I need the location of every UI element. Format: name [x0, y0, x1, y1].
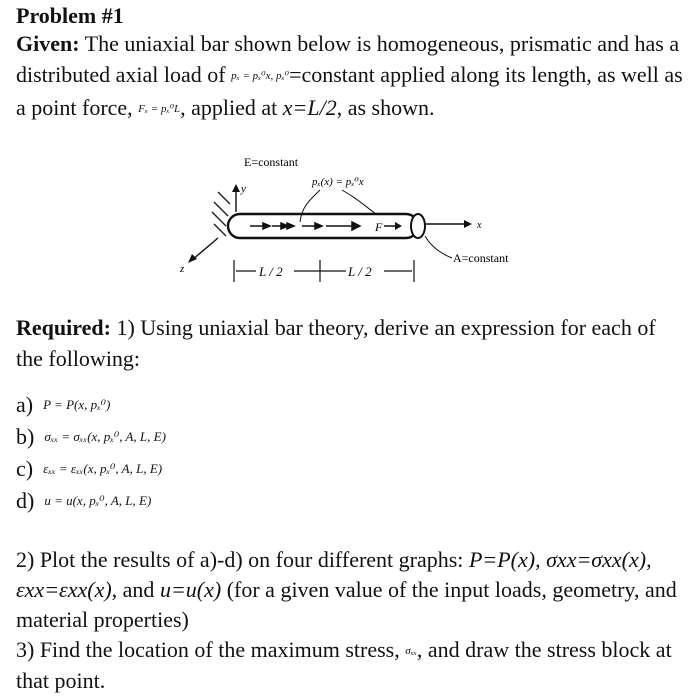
part3-sigma: σₓₓ: [405, 645, 417, 657]
part2-text-c: (for a given value of the input loads, geometry, and material properties): [16, 577, 677, 632]
given-text-3: , applied at: [180, 95, 283, 120]
expression-letter: d): [16, 488, 35, 513]
x-axis-arrowhead: [464, 220, 472, 228]
part2-formula-u: u=u(x): [159, 577, 222, 602]
a-constant-label: A=constant: [453, 251, 509, 265]
part2-text-b: and: [117, 577, 160, 602]
expression-letter: c): [16, 456, 34, 481]
dimension-left-label: L / 2: [259, 264, 283, 279]
bar-diagram: [170, 152, 540, 292]
given-paragraph: [16, 28, 686, 125]
point-force-label: F: [375, 220, 383, 234]
given-text-2: =constant applied along its length, as well as a point force,: [16, 62, 683, 120]
load-leader-right: [342, 190, 376, 214]
z-axis-label: z: [180, 263, 185, 275]
expression-letter: b): [16, 424, 35, 449]
given-location: x=L/2: [282, 95, 337, 120]
y-axis-label: y: [241, 183, 246, 195]
expression-formula: P = P(x, pₓ⁰): [43, 397, 111, 412]
expression-letter: a): [16, 392, 34, 417]
given-text-4: , as shown.: [336, 95, 435, 120]
expression-d: [16, 488, 151, 514]
area-leader: [425, 236, 452, 258]
required-paragraph: [16, 312, 686, 374]
part2-formula-p: P=P(x),: [468, 547, 541, 572]
required-label: Required:: [16, 315, 111, 340]
part2-formula-sigma: σxx=σxx(x), εxx=εxx(x),: [16, 547, 652, 602]
y-axis-arrowhead: [232, 184, 240, 192]
given-label: Given:: [16, 31, 80, 56]
dimension-right-label: L / 2: [348, 264, 372, 279]
expression-formula: εₓₓ = εₓₓ(x, pₓ⁰, A, L, E): [43, 461, 163, 476]
expression-a: [16, 392, 110, 418]
required-text: 1) Using uniaxial bar theory, derive an expression for each of the following:: [16, 315, 656, 371]
z-axis-arrowhead: [188, 254, 197, 263]
expression-formula: u = u(x, pₓ⁰, A, L, E): [44, 493, 152, 508]
part2-text-a: 2) Plot the results of a)-d) on four different graphs:: [16, 547, 469, 572]
given-formula-load: pₓ = pₓ⁰x, pₓ⁰: [231, 70, 290, 82]
z-axis-line: [192, 238, 218, 260]
expression-formula: σₓₓ = σₓₓ(x, pₓ⁰, A, L, E): [44, 429, 166, 444]
e-constant-label: E=constant: [244, 155, 299, 169]
distributed-load-label: pₓ(x) = pₓ⁰x: [312, 176, 364, 188]
expression-b: [16, 424, 166, 450]
bar-end-face: [411, 214, 425, 238]
problem-title: Problem #1: [16, 3, 124, 28]
part2-paragraph: [16, 545, 686, 696]
part3-text-a: 3) Find the location of the maximum stress,: [16, 637, 406, 662]
given-formula-force: Fₓ = pₓ⁰L: [138, 103, 181, 115]
given-text-1: The uniaxial bar shown below is homogeneous, prismatic and has a distributed axial load of: [16, 31, 680, 87]
x-axis-label: x: [477, 220, 482, 231]
expression-c: [16, 456, 162, 482]
part3-text-b: , and draw the stress block at that point.: [16, 637, 672, 693]
